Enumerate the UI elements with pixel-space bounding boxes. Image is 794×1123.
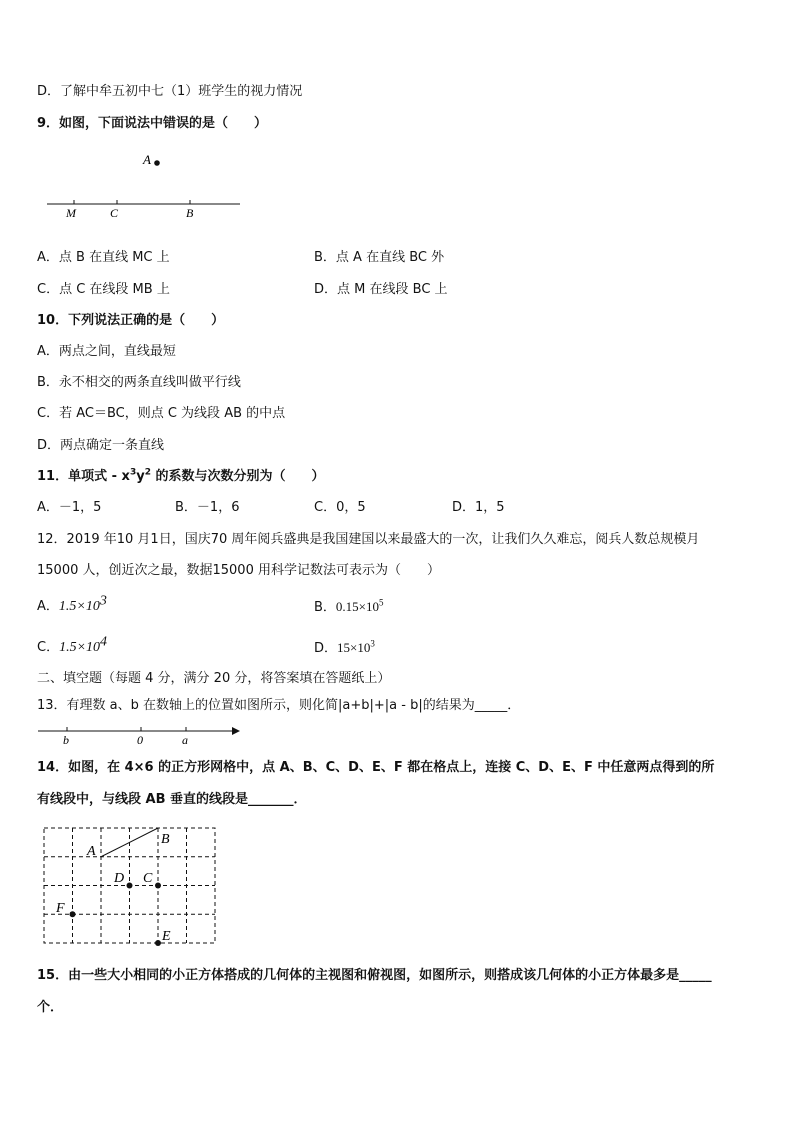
q12-line2: 15000 人，创近次之最，数据15000 用科学记数法可表示为（ ） — [37, 563, 440, 578]
q12-option-d: D．$15\times 10^3$ — [314, 638, 375, 656]
section-title-fill-in: 二、填空题（每题 4 分，满分 20 分，将答案填在答题纸上） — [37, 671, 391, 686]
q12-option-a: A．$1.5\times 10^3$ — [37, 593, 107, 614]
q10-option-d: D．两点确定一条直线 — [37, 438, 165, 453]
q14-point-f — [70, 911, 76, 917]
q9-figure — [40, 150, 245, 222]
q9-option-a: A．点 B 在直线 MC 上 — [37, 250, 170, 265]
q14-label-a: A — [87, 844, 96, 859]
q14-label-c: C — [143, 871, 153, 886]
q10-option-a: A．两点之间，直线最短 — [37, 344, 176, 359]
q9-option-d: D．点 M 在线段 BC 上 — [314, 282, 448, 297]
q9-stem: 9．如图，下面说法中错误的是（ ） — [37, 116, 268, 131]
q12-option-b: B．$0.15\times 10^5$ — [314, 597, 384, 615]
q14-label-b: B — [161, 832, 170, 847]
q14-point-e — [155, 940, 161, 946]
q9-option-b: B．点 A 在直线 BC 外 — [314, 250, 445, 265]
q10-option-b: B．永不相交的两条直线叫做平行线 — [37, 375, 241, 390]
q14-label-e: E — [162, 929, 171, 944]
q13-label-zero: 0 — [137, 733, 143, 746]
q13-number-line — [36, 722, 246, 746]
q13-label-a: a — [182, 733, 188, 746]
q13-label-b: b — [63, 733, 69, 746]
q11-option-b: B．－1，6 — [175, 500, 240, 515]
q14-point-c — [155, 883, 161, 889]
q15-line1: 15．由一些大小相同的小正方体搭成的几何体的主视图和俯视图，如图所示，则搭成该几何体的小正方体最多是_____ — [37, 968, 712, 983]
q14-label-f: F — [56, 901, 65, 916]
q14-point-d — [127, 883, 133, 889]
q14-grid-figure — [42, 826, 220, 948]
q9-option-c: C．点 C 在线段 MB 上 — [37, 282, 170, 297]
q13-stem: 13．有理数 a、b 在数轴上的位置如图所示，则化简|a+b|+|a - b|的结果为_____． — [37, 698, 521, 713]
q11-stem: 11．单项式 - $x^3y^2$ 的系数与次数分别为（ ） — [37, 467, 325, 484]
q14-line1: 14．如图，在 4×6 的正方形网格中，点 A、B、C、D、E、F 都在格点上，连接 C、D、E、F 中任意两点得到的所 — [37, 760, 715, 775]
q12-option-c: C．$1.5\times 10^4$ — [37, 634, 108, 655]
q15-line2: 个． — [37, 1000, 64, 1015]
q9-point-a — [154, 160, 160, 166]
q12-line1: 12．2019 年10 月1日，国庆70 周年阅兵盛典是我国建国以来最盛大的一次，让我们久久难忘，阅兵人数总规模月 — [37, 532, 700, 547]
q10-option-c: C．若 AC＝BC，则点 C 为线段 AB 的中点 — [37, 406, 286, 421]
q14-line2: 有线段中，与线段 AB 垂直的线段是_______． — [37, 792, 307, 807]
q9-label-m: M — [66, 206, 76, 220]
q8-option-d: D．了解中牟五初中七（1）班学生的视力情况 — [37, 84, 303, 99]
q9-label-b: B — [186, 206, 194, 220]
q11-option-c: C．0，5 — [314, 500, 366, 515]
q14-label-d: D — [114, 871, 125, 886]
q9-label-c: C — [110, 206, 119, 220]
q9-label-a: A — [143, 152, 151, 167]
q10-stem: 10．下列说法正确的是（ ） — [37, 313, 225, 328]
q11-option-d: D．1，5 — [452, 500, 505, 515]
q11-option-a: A．－1，5 — [37, 500, 102, 515]
